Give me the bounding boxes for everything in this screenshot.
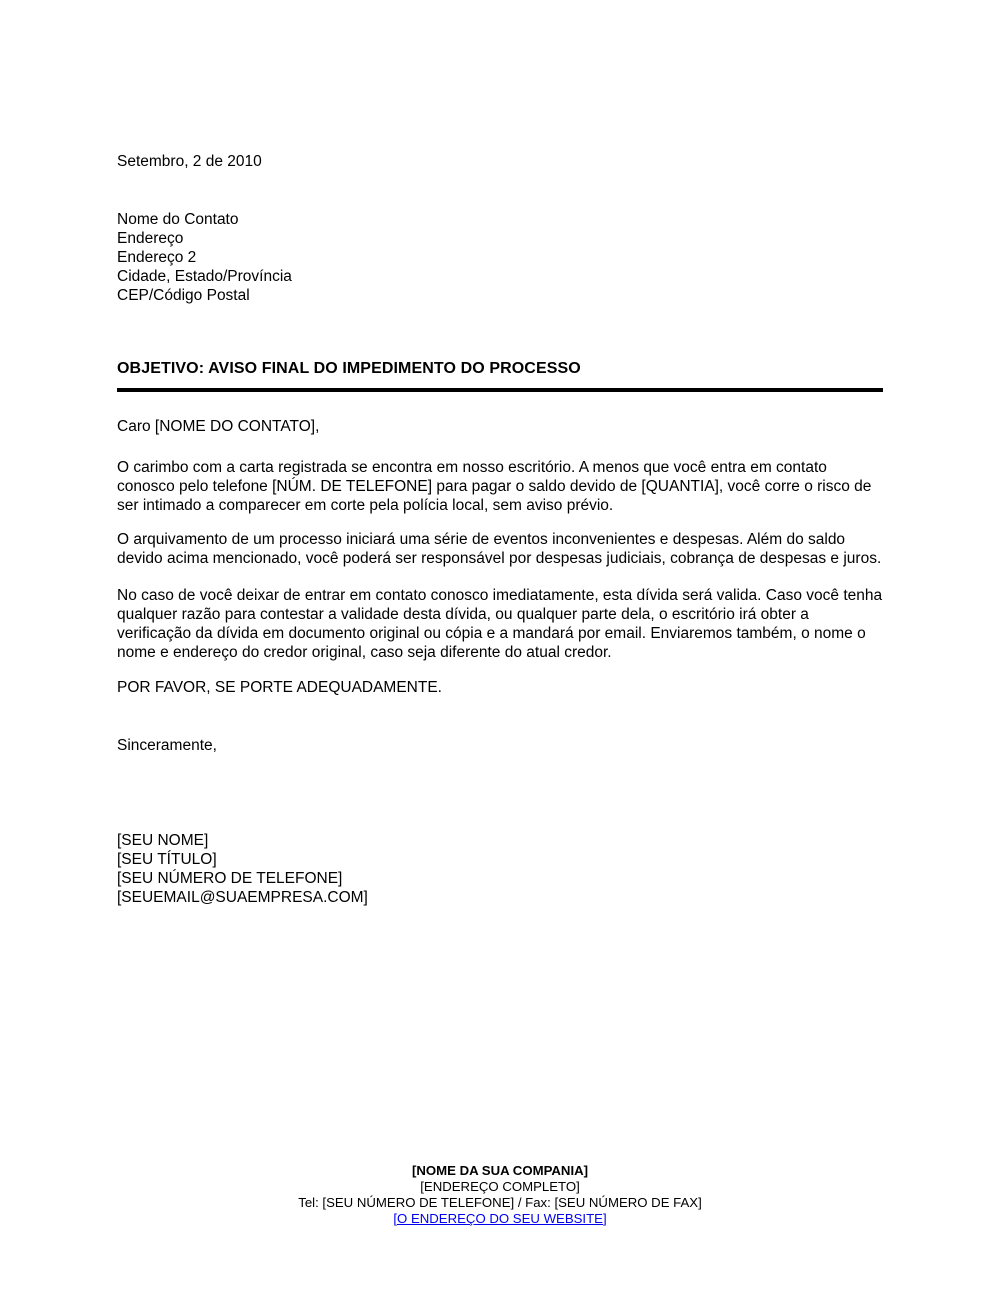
letter-date: Setembro, 2 de 2010 bbox=[117, 153, 262, 170]
recipient-block bbox=[117, 210, 883, 305]
signature-name: [SEU NOME] bbox=[117, 832, 209, 849]
recipient-address-1: Endereço bbox=[117, 230, 184, 247]
body-paragraph-2: O arquivamento de um processo iniciará uma série de eventos inconvenientes e despesas. Além do saldo devido acima mencionado, você poderá ser responsável por despesas judiciais, cobrança de despesas e juros. bbox=[117, 531, 882, 567]
footer-phone-fax: Tel: [SEU NÚMERO DE TELEFONE] / Fax: [SEU NÚMERO DE FAX] bbox=[298, 1195, 702, 1210]
recipient-name: Nome do Contato bbox=[117, 211, 239, 228]
footer-website-link[interactable]: [O ENDEREÇO DO SEU WEBSITE] bbox=[393, 1211, 607, 1226]
subject-section bbox=[117, 359, 883, 392]
subject-divider-rule bbox=[117, 388, 883, 392]
subject-heading: OBJETIVO: AVISO FINAL DO IMPEDIMENTO DO PROCESSO bbox=[117, 360, 581, 377]
recipient-address-2: Endereço 2 bbox=[117, 249, 197, 266]
recipient-postal-code: CEP/Código Postal bbox=[117, 287, 250, 304]
body-paragraph-3: No caso de você deixar de entrar em contato conosco imediatamente, esta dívida será valida. Caso você tenha qualquer razão para contestar a validade desta dívida, ou qualquer parte dela, o escritório irá obter a verificação da dívida em documento original ou cópia e a mandará por email. Enviaremos também, o nome o nome e endereço do credor original, caso seja diferente do atual credor. bbox=[117, 587, 883, 661]
signature-phone: [SEU NÚMERO DE TELEFONE] bbox=[117, 870, 343, 887]
body-paragraph-4: POR FAVOR, SE PORTE ADEQUADAMENTE. bbox=[117, 679, 442, 696]
company-footer bbox=[0, 1163, 1000, 1227]
body-paragraph-1: O carimbo com a carta registrada se encontra em nosso escritório. A menos que você entra em contato conosco pelo telefone [NÚM. DE TELEFONE] para pagar o saldo devido de [QUANTIA], você corre o risco de ser intimado a comparecer em corte pela polícia local, sem aviso prévio. bbox=[117, 459, 872, 514]
signature-block bbox=[117, 831, 883, 907]
signature-title: [SEU TÍTULO] bbox=[117, 851, 217, 868]
recipient-city-state: Cidade, Estado/Província bbox=[117, 268, 292, 285]
salutation: Caro [NOME DO CONTATO], bbox=[117, 418, 320, 435]
footer-company-address: [ENDEREÇO COMPLETO] bbox=[420, 1179, 580, 1194]
closing-line: Sinceramente, bbox=[117, 737, 217, 754]
signature-email: [SEUEMAIL@SUAEMPRESA.COM] bbox=[117, 889, 368, 906]
footer-company-name: [NOME DA SUA COMPANIA] bbox=[411, 1163, 589, 1178]
